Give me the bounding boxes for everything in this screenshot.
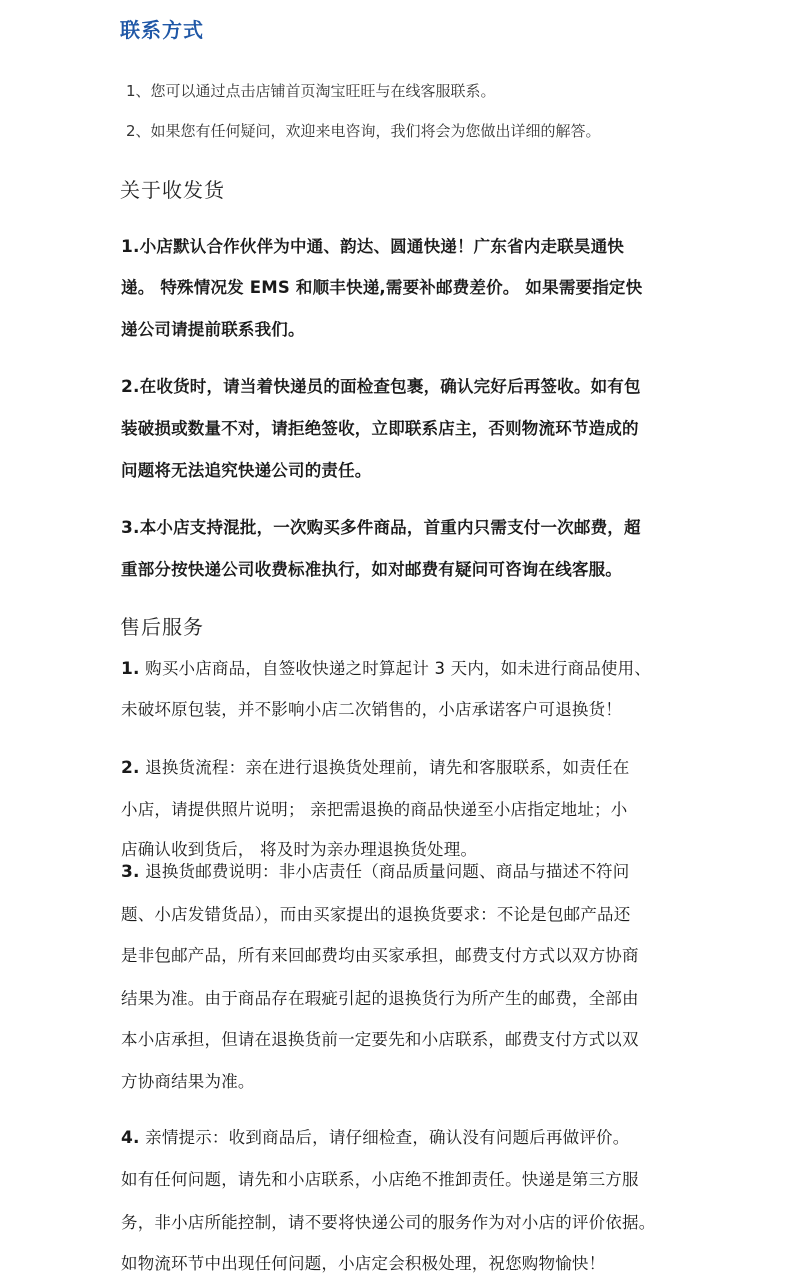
aftersales-item-3-line-6: 方协商结果为准。: [121, 1072, 255, 1091]
shipping-item-3-text-1: 本小店支持混批，一次购买多件商品，首重内只需支付一次邮费，超: [139, 518, 641, 537]
contact-title: 联系方式: [120, 18, 204, 42]
contact-line-2: 2、如果您有任何疑问，欢迎来电咨询，我们将会为您做出详细的解答。: [126, 122, 601, 140]
shipping-item-1-line-1: [121, 233, 624, 257]
aftersales-item-4-line-3: 务，非小店所能控制，请不要将快递公司的服务作为对小店的评价依据。: [121, 1213, 656, 1232]
aftersales-title: 售后服务: [120, 615, 204, 639]
aftersales-item-3-number: 3.: [121, 862, 140, 882]
aftersales-item-3-line-5: 本小店承担，但请在退换货前一定要先和小店联系，邮费支付方式以双: [121, 1030, 639, 1049]
aftersales-item-4-line-4: 如物流环节中出现任何问题，小店定会积极处理，祝您购物愉快！: [121, 1254, 606, 1273]
shipping-item-3-line-2: 重部分按快递公司收费标准执行，如对邮费有疑问可咨询在线客服。: [121, 560, 622, 579]
aftersales-item-3-line-3: 是非包邮产品，所有来回邮费均由买家承担，邮费支付方式以双方协商: [121, 946, 639, 965]
shipping-item-1-line-2: 递。 特殊情况发 EMS 和顺丰快递,需要补邮费差价。 如果需要指定快: [121, 278, 643, 297]
shipping-item-2-number: 2.: [121, 377, 140, 397]
aftersales-item-3-line-2: 题、小店发错货品），而由买家提出的退换货要求：不论是包邮产品还: [121, 905, 631, 924]
aftersales-item-4-number: 4.: [121, 1128, 140, 1148]
shipping-item-2-line-2: 装破损或数量不对，请拒绝签收，立即联系店主，否则物流环节造成的: [121, 419, 639, 438]
aftersales-item-2-text-1: 退换货流程：亲在进行退换货处理前，请先和客服联系，如责任在: [139, 758, 630, 777]
aftersales-item-4-text-1: 亲情提示：收到商品后，请仔细检查，确认没有问题后再做评价。: [139, 1128, 630, 1147]
shipping-item-2-line-3: 问题将无法追究快递公司的责任。: [121, 461, 372, 480]
aftersales-item-4-line-2: 如有任何问题，请先和小店联系，小店绝不推卸责任。快递是第三方服: [121, 1170, 639, 1189]
aftersales-item-2-number: 2.: [121, 758, 140, 778]
shipping-item-1-text-1: 小店默认合作伙伴为中通、韵达、圆通快递！广东省内走联昊通快: [139, 237, 624, 256]
shipping-item-1-number: 1.: [121, 237, 140, 257]
aftersales-item-4-line-1: [121, 1124, 629, 1148]
aftersales-item-2-line-1: [121, 754, 629, 778]
aftersales-item-3-line-4: 结果为准。由于商品存在瑕疵引起的退换货行为所产生的邮费，全部由: [121, 989, 639, 1008]
aftersales-item-1-line-1: [121, 655, 651, 679]
aftersales-item-2-line-2: 小店，请提供照片说明； 亲把需退换的商品快递至小店指定地址；小: [121, 800, 628, 819]
aftersales-item-3-line-1: [121, 858, 629, 882]
aftersales-item-1-text-1: 购买小店商品，自签收快递之时算起计 3 天内，如未进行商品使用、: [139, 659, 652, 678]
shipping-item-3-line-1: [121, 514, 641, 538]
aftersales-item-3-text-1: 退换货邮费说明：非小店责任（商品质量问题、商品与描述不符问: [139, 862, 630, 881]
aftersales-item-1-line-2: 未破坏原包装，并不影响小店二次销售的，小店承诺客户可退换货！: [121, 700, 622, 719]
shipping-item-2-line-1: [121, 373, 641, 397]
aftersales-item-2-line-3: 店确认收到货后， 将及时为亲办理退换货处理。: [121, 840, 478, 859]
shipping-item-2-text-1: 在收货时，请当着快递员的面检查包裹，确认完好后再签收。如有包: [139, 377, 641, 396]
aftersales-item-1-number: 1.: [121, 659, 140, 679]
shipping-title: 关于收发货: [120, 178, 225, 202]
shipping-item-1-line-3: 递公司请提前联系我们。: [121, 320, 305, 339]
shipping-item-3-number: 3.: [121, 518, 140, 538]
contact-line-1: 1、您可以通过点击店铺首页淘宝旺旺与在线客服联系。: [126, 82, 496, 100]
